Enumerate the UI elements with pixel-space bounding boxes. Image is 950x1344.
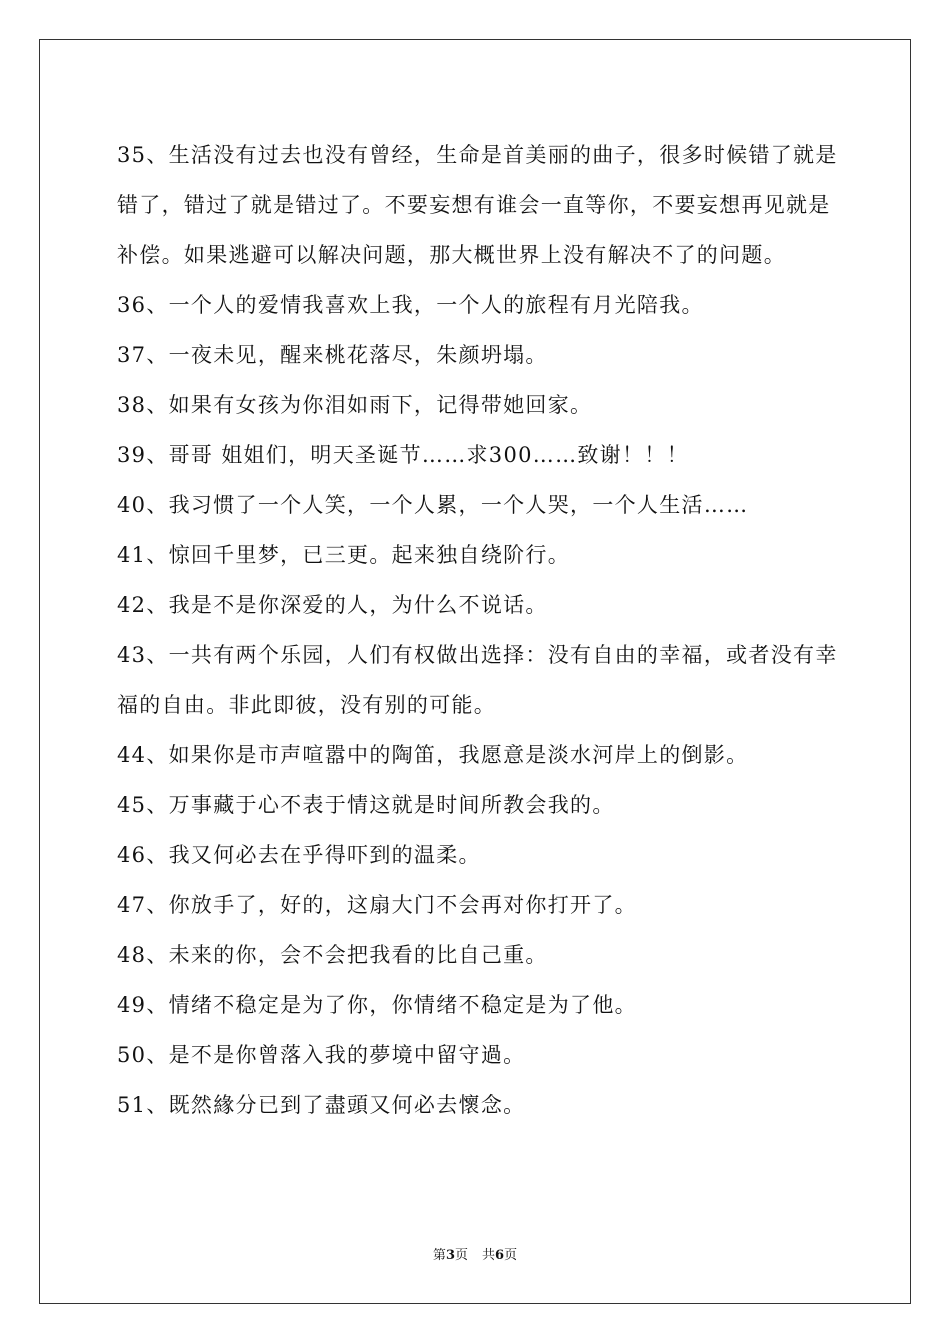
paragraph-43: 43、一共有两个乐园，人们有权做出选择：没有自由的幸福，或者没有幸福的自由。非此即彼，没有别的可能。 xyxy=(117,643,838,717)
paragraph-51: 51、既然緣分已到了盡頭又何必去懷念。 xyxy=(117,1093,526,1117)
document-body xyxy=(117,130,839,1130)
paragraph-40: 40、我习惯了一个人笑，一个人累，一个人哭，一个人生活…… xyxy=(117,493,749,517)
page-footer xyxy=(0,1247,950,1265)
paragraph-46: 46、我又何必去在乎得吓到的温柔。 xyxy=(117,843,481,867)
paragraph-44: 44、如果你是市声喧嚣中的陶笛，我愿意是淡水河岸上的倒影。 xyxy=(117,743,749,767)
paragraph-35: 35、生活没有过去也没有曾经，生命是首美丽的曲子，很多时候错了就是错了，错过了就是错过了。不要妄想有谁会一直等你，不要妄想再见就是补偿。如果逃避可以解决问题，那大概世界上没有解决不了的问题。 xyxy=(117,143,838,267)
paragraph-39: 39、哥哥 姐姐们，明天圣诞节……求300……致谢！！！ xyxy=(117,443,689,467)
page-prefix: 第 xyxy=(432,1248,446,1263)
current-page-number: 3 xyxy=(445,1248,455,1263)
paragraph-45: 45、万事藏于心不表于情这就是时间所教会我的。 xyxy=(117,793,615,817)
paragraph-42: 42、我是不是你深爱的人，为什么不说话。 xyxy=(117,593,548,617)
paragraph-49: 49、情绪不稳定是为了你，你情绪不稳定是为了他。 xyxy=(117,993,637,1017)
paragraph-41: 41、惊回千里梦，已三更。起来独自绕阶行。 xyxy=(117,543,571,567)
total-suffix: 页 xyxy=(504,1248,518,1263)
paragraph-37: 37、一夜未见，醒来桃花落尽，朱颜坍塌。 xyxy=(117,343,548,367)
page-suffix: 页 xyxy=(454,1248,468,1263)
paragraph-36: 36、一个人的爱情我喜欢上我，一个人的旅程有月光陪我。 xyxy=(117,293,704,317)
paragraph-47: 47、你放手了，好的，这扇大门不会再对你打开了。 xyxy=(117,893,637,917)
paragraph-38: 38、如果有女孩为你泪如雨下，记得带她回家。 xyxy=(117,393,593,417)
paragraph-48: 48、未来的你，会不会把我看的比自己重。 xyxy=(117,943,548,967)
paragraph-50: 50、是不是你曾落入我的夢境中留守過。 xyxy=(117,1043,526,1067)
total-prefix: 共 xyxy=(482,1248,496,1263)
total-page-count: 6 xyxy=(495,1248,505,1263)
